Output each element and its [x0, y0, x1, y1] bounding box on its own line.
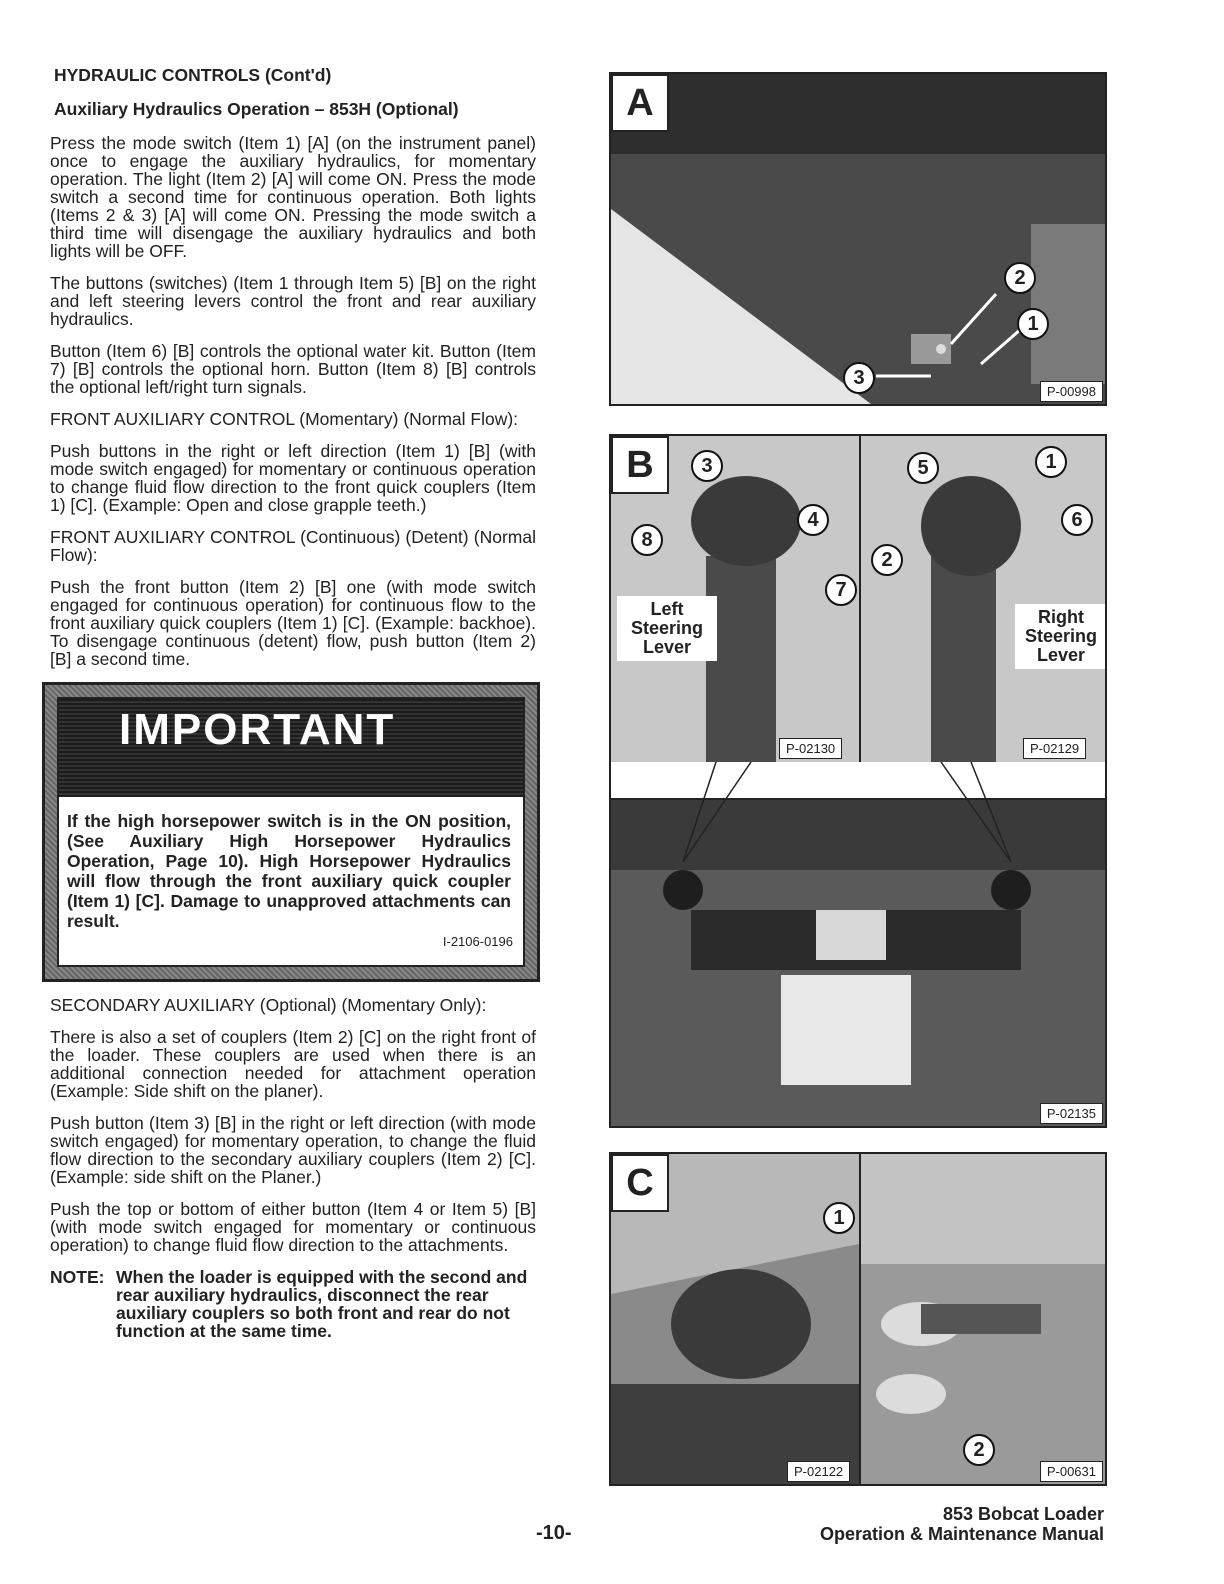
figure-a	[609, 72, 1107, 406]
photo-code-right: P-02129	[1023, 738, 1086, 759]
right-steering-lever-label: Right Steering Lever	[1015, 604, 1107, 669]
paragraph-heading: FRONT AUXILIARY CONTROL (Continuous) (Detent) (Normal Flow):	[50, 527, 536, 565]
paragraph: Press the mode switch (Item 1) [A] (on the instrument panel) once to engage the auxiliary hydraulics, for momentary operation. The light (Item 2) [A] will come ON. Press the mode switch a second time for continuous operation. Both lights (Items 2 & 3) [A] will come ON. Pressing the mode switch a third time will disengage the auxiliary hydraulics and both lights will be OFF.	[50, 133, 536, 261]
connector-lines	[611, 762, 1105, 862]
photo-code-left: P-02130	[779, 738, 842, 759]
figure-c	[609, 1152, 1107, 1486]
section-title: HYDRAULIC CONTROLS (Cont'd)	[54, 65, 332, 85]
important-box	[42, 682, 540, 982]
callout-8: 8	[631, 524, 663, 556]
manual-title-line2: Operation & Maintenance Manual	[819, 1524, 1104, 1544]
paragraph: Push the front button (Item 2) [B] one (with mode switch engaged for continuous operation) for continuous flow to the front auxiliary quick couplers (Item 1) [C]. (Example: backhoe). To disengage continuous (detent) flow, push button (Item 2) [B] a second time.	[50, 577, 536, 669]
paragraph: Push buttons in the right or left direction (Item 1) [B] (with mode switch engaged) for momentary or continuous operation to change fluid flow direction to the front quick couplers (Item 1) [C]. (Example: Open and close grapple teeth.)	[50, 441, 536, 515]
important-code: I-2106-0196	[442, 934, 513, 949]
paragraph-heading: SECONDARY AUXILIARY (Optional) (Momentary Only):	[50, 995, 487, 1015]
callout-6: 6	[1061, 504, 1093, 536]
callout-3: 3	[691, 450, 723, 482]
photo-code-bottom: P-02135	[1040, 1103, 1103, 1124]
figure-b	[609, 434, 1107, 1128]
manual-title-line1: 853 Bobcat Loader	[942, 1504, 1104, 1524]
paragraph: Button (Item 6) [B] controls the optional water kit. Button (Item 7) [B] controls the optional horn. Button (Item 8) [B] controls the optional left/right turn signals.	[50, 341, 536, 397]
callout-1: 1	[1017, 308, 1049, 340]
paragraph: Push the top or bottom of either button (Item 4 or Item 5) [B] (with mode switch engaged for momentary or continuous operation) to change fluid flow direction to the attachments.	[50, 1199, 536, 1255]
manual-title	[820, 1504, 1104, 1544]
callout-5: 5	[907, 452, 939, 484]
photo-code-left: P-02122	[787, 1461, 850, 1482]
paragraph-heading: FRONT AUXILIARY CONTROL (Momentary) (Normal Flow):	[50, 409, 519, 429]
note	[50, 1268, 536, 1340]
left-steering-lever-label: Left Steering Lever	[617, 596, 717, 661]
right-lever-image	[861, 436, 1105, 762]
figure-letter: B	[611, 436, 669, 494]
callout-2: 2	[871, 544, 903, 576]
callout-2: 2	[963, 1434, 995, 1466]
paragraph: Push button (Item 3) [B] in the right or left direction (with mode switch engaged) for momentary operation, to change the fluid flow direction to the secondary auxiliary couplers (Item 2) [C]. (Example: side shift on the Planer.)	[50, 1113, 536, 1187]
note-label: NOTE:	[50, 1267, 105, 1287]
paragraph: The buttons (switches) (Item 1 through Item 5) [B] on the right and left steering levers control the front and rear auxiliary hydraulics.	[50, 273, 536, 329]
callout-4: 4	[797, 504, 829, 536]
callout-3: 3	[843, 362, 875, 394]
text-column	[50, 66, 536, 1340]
figure-letter: A	[611, 74, 669, 132]
figure-letter: C	[611, 1154, 669, 1212]
callout-2: 2	[1004, 262, 1036, 294]
subsection-title: Auxiliary Hydraulics Operation – 853H (Optional)	[54, 99, 459, 119]
callout-7: 7	[825, 574, 857, 606]
note-text: When the loader is equipped with the second and rear auxiliary hydraulics, disconnect the rear auxiliary couplers so both front and rear do not function at the same time.	[116, 1267, 528, 1341]
paragraph: There is also a set of couplers (Item 2) [C] on the right front of the loader. These couplers are used when there is an additional connection needed for attachment operation (Example: Side shift on the planer).	[50, 1027, 536, 1101]
instrument-panel-photo	[611, 74, 1105, 404]
important-heading: IMPORTANT	[59, 699, 523, 797]
important-text: If the high horsepower switch is in the ON position, (See Auxiliary High Horsepower Hydraulics Operation, Page 10). High Horsepower Hydraulics will flow through the front auxiliary quick coupler (Item 1) [C]. Damage to unapproved attachments can result.	[67, 811, 511, 931]
figure-a-photo	[611, 74, 1105, 404]
photo-code: P-00998	[1040, 381, 1103, 402]
page-number: -10-	[536, 1522, 572, 1544]
photo-code-right: P-00631	[1040, 1461, 1103, 1482]
right-lever-photo	[861, 436, 1105, 762]
callout-1: 1	[823, 1202, 855, 1234]
callout-1: 1	[1035, 446, 1067, 478]
